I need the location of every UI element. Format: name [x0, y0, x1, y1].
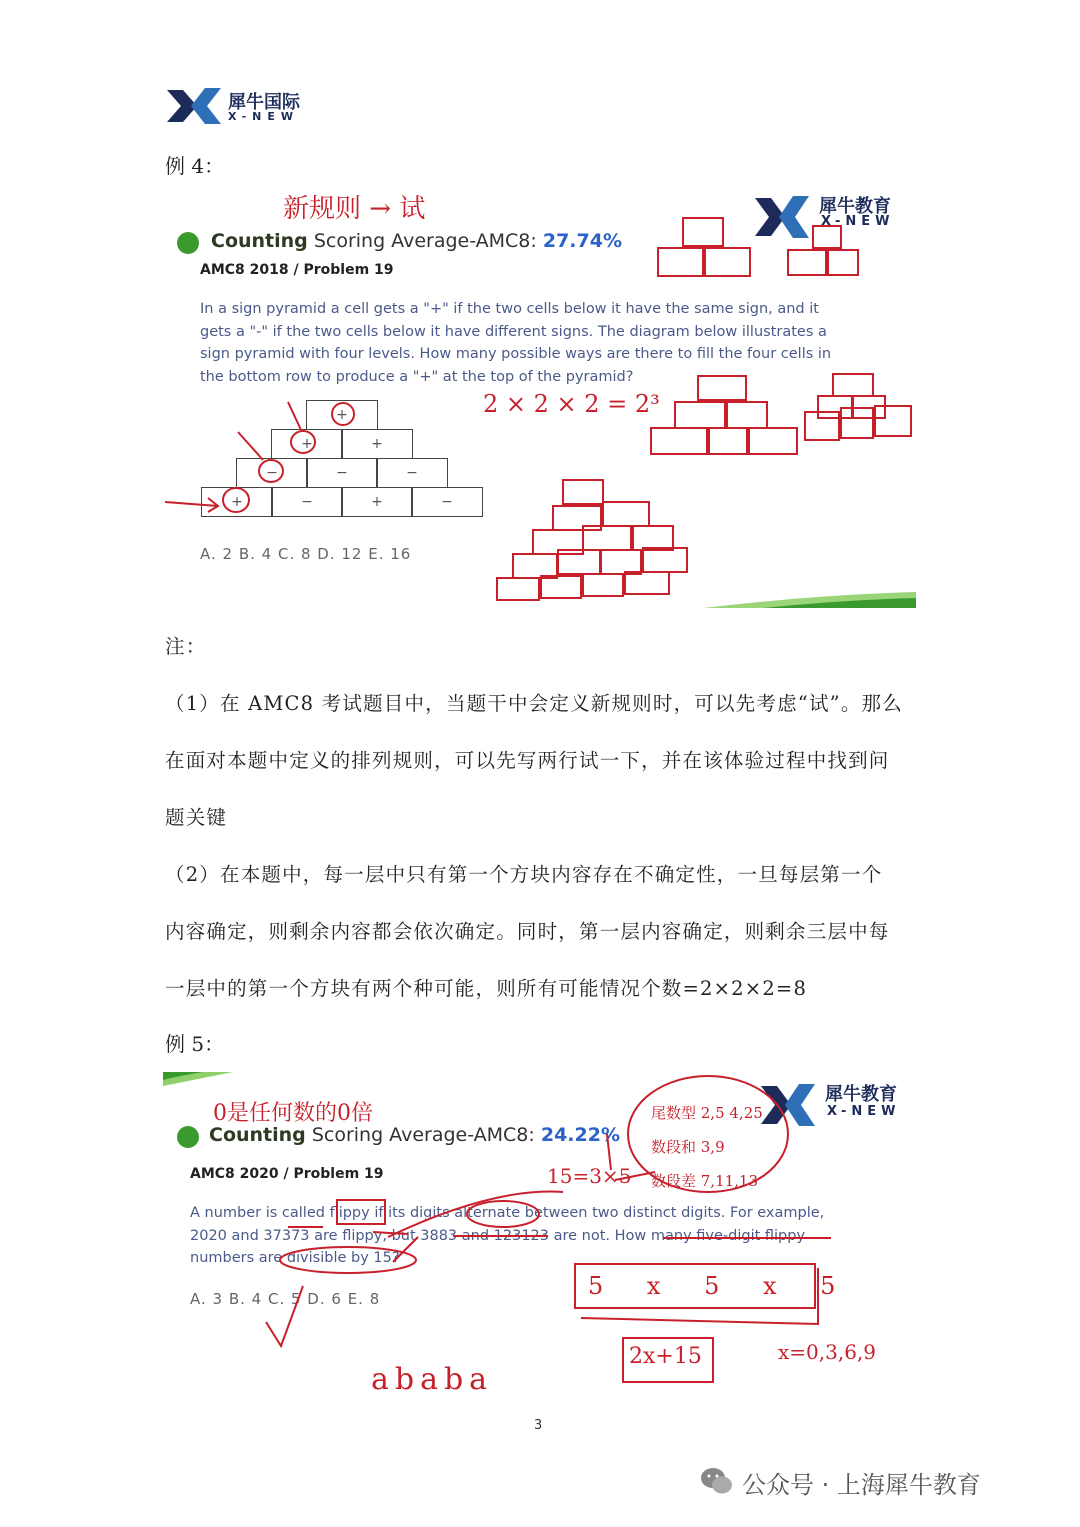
hand-calc: 2 × 2 × 2 = 2³	[483, 390, 660, 418]
note-line: （2）在本题中，每一层中只有第一个方块内容存在不确定性，一旦每层第一个	[165, 863, 883, 886]
logo-en: X-NEW	[228, 110, 300, 123]
hand-drawings-5	[163, 1072, 916, 1397]
note-line: 内容确定，则剩余内容都会依次确定。同时，第一层内容确定，则剩余三层中每	[165, 920, 890, 943]
hand-15: 15=3×5	[547, 1164, 632, 1188]
panel-5-choices: A. 3 B. 4 C. 5 D. 6 E. 8	[190, 1290, 381, 1308]
hand-box: 5 x 5 x 5	[588, 1272, 854, 1300]
pyramid-cell: −	[236, 458, 308, 488]
pyramid-cell: +	[306, 400, 378, 430]
example-5-panel	[163, 1072, 916, 1397]
panel-4-choices: A. 2 B. 4 C. 8 D. 12 E. 16	[200, 545, 412, 563]
panel-4-question: In a sign pyramid a cell gets a "+" if the two cells below it have the same sign, and it gets a "-" if the two cells below it have different signs. The diagram below illustrates a sign pyramid with four levels. How many possible ways are there to fill the four cells in the bottom row to produce a "+" at the top of the pyramid?	[200, 301, 832, 385]
hand-note-rule: 新规则 → 试	[283, 194, 426, 224]
panel-4-problem: AMC8 2018 / Problem 19	[200, 262, 394, 278]
hand-drawings	[163, 190, 916, 608]
notes-block	[165, 618, 925, 1017]
hand-ababa: ababa	[371, 1362, 494, 1397]
watermark-text: 公众号 · 上海犀牛教育	[742, 1471, 981, 1499]
example-5-label: 例 5：	[165, 1032, 225, 1056]
pyramid-cell: −	[271, 487, 343, 517]
logo-cn: 犀牛国际	[228, 92, 300, 113]
example-4-label: 例 4：	[165, 154, 225, 178]
note-line: 在面对本题中定义的排列规则，可以先写两行试一下，并在该体验过程中找到问	[165, 749, 890, 772]
pyramid-cell: +	[201, 487, 273, 517]
panel-5-logo-cn: 犀牛教育	[825, 1084, 897, 1105]
panel-4-logo-en: X-NEW	[821, 214, 895, 229]
page-number: 3	[534, 1418, 543, 1433]
panel-4-logo-cn: 犀牛教育	[819, 196, 891, 217]
pyramid-cell: +	[271, 429, 343, 459]
hand-2x15: 2x+15	[629, 1344, 702, 1369]
pyramid-cell: −	[411, 487, 483, 517]
note-line: 一层中的第一个方块有两个种可能，则所有可能情况个数=2×2×2=8	[165, 977, 808, 1000]
hand-note-zero: 0是任何数的0倍	[213, 1101, 373, 1126]
note-line: 题关键	[165, 806, 228, 829]
pyramid-cell: +	[341, 429, 413, 459]
pyramid-cell: +	[341, 487, 413, 517]
panel-5-problem: AMC8 2020 / Problem 19	[190, 1166, 384, 1182]
pyramid-cell: −	[306, 458, 378, 488]
notes-heading: 注：	[165, 635, 207, 658]
hand-x-values: x=0,3,6,9	[778, 1340, 877, 1364]
hand-bubble: 尾数型 2,5 4,25 数段和 3,9 数段差 7,11,13	[651, 1104, 763, 1190]
pyramid-cell: −	[376, 458, 448, 488]
panel-4-title: Counting Scoring Average-AMC8: 27.74%	[211, 230, 622, 252]
example-4-panel	[163, 190, 916, 608]
panel-5-question: A number is called flippy if its digits alternate between two distinct digits. For example, 2020 and 37373 are flippy, but 3883 and 123123 are not. How many five-digit flippy numbers are divisible by 15?	[190, 1205, 825, 1266]
note-line: （1）在 AMC8 考试题目中，当题干中会定义新规则时，可以先考虑“试”。那么	[165, 692, 903, 715]
panel-5-title: Counting Scoring Average-AMC8: 24.22%	[209, 1124, 620, 1146]
wechat-icon	[700, 1466, 734, 1496]
panel-5-logo-en: X-NEW	[827, 1104, 901, 1119]
